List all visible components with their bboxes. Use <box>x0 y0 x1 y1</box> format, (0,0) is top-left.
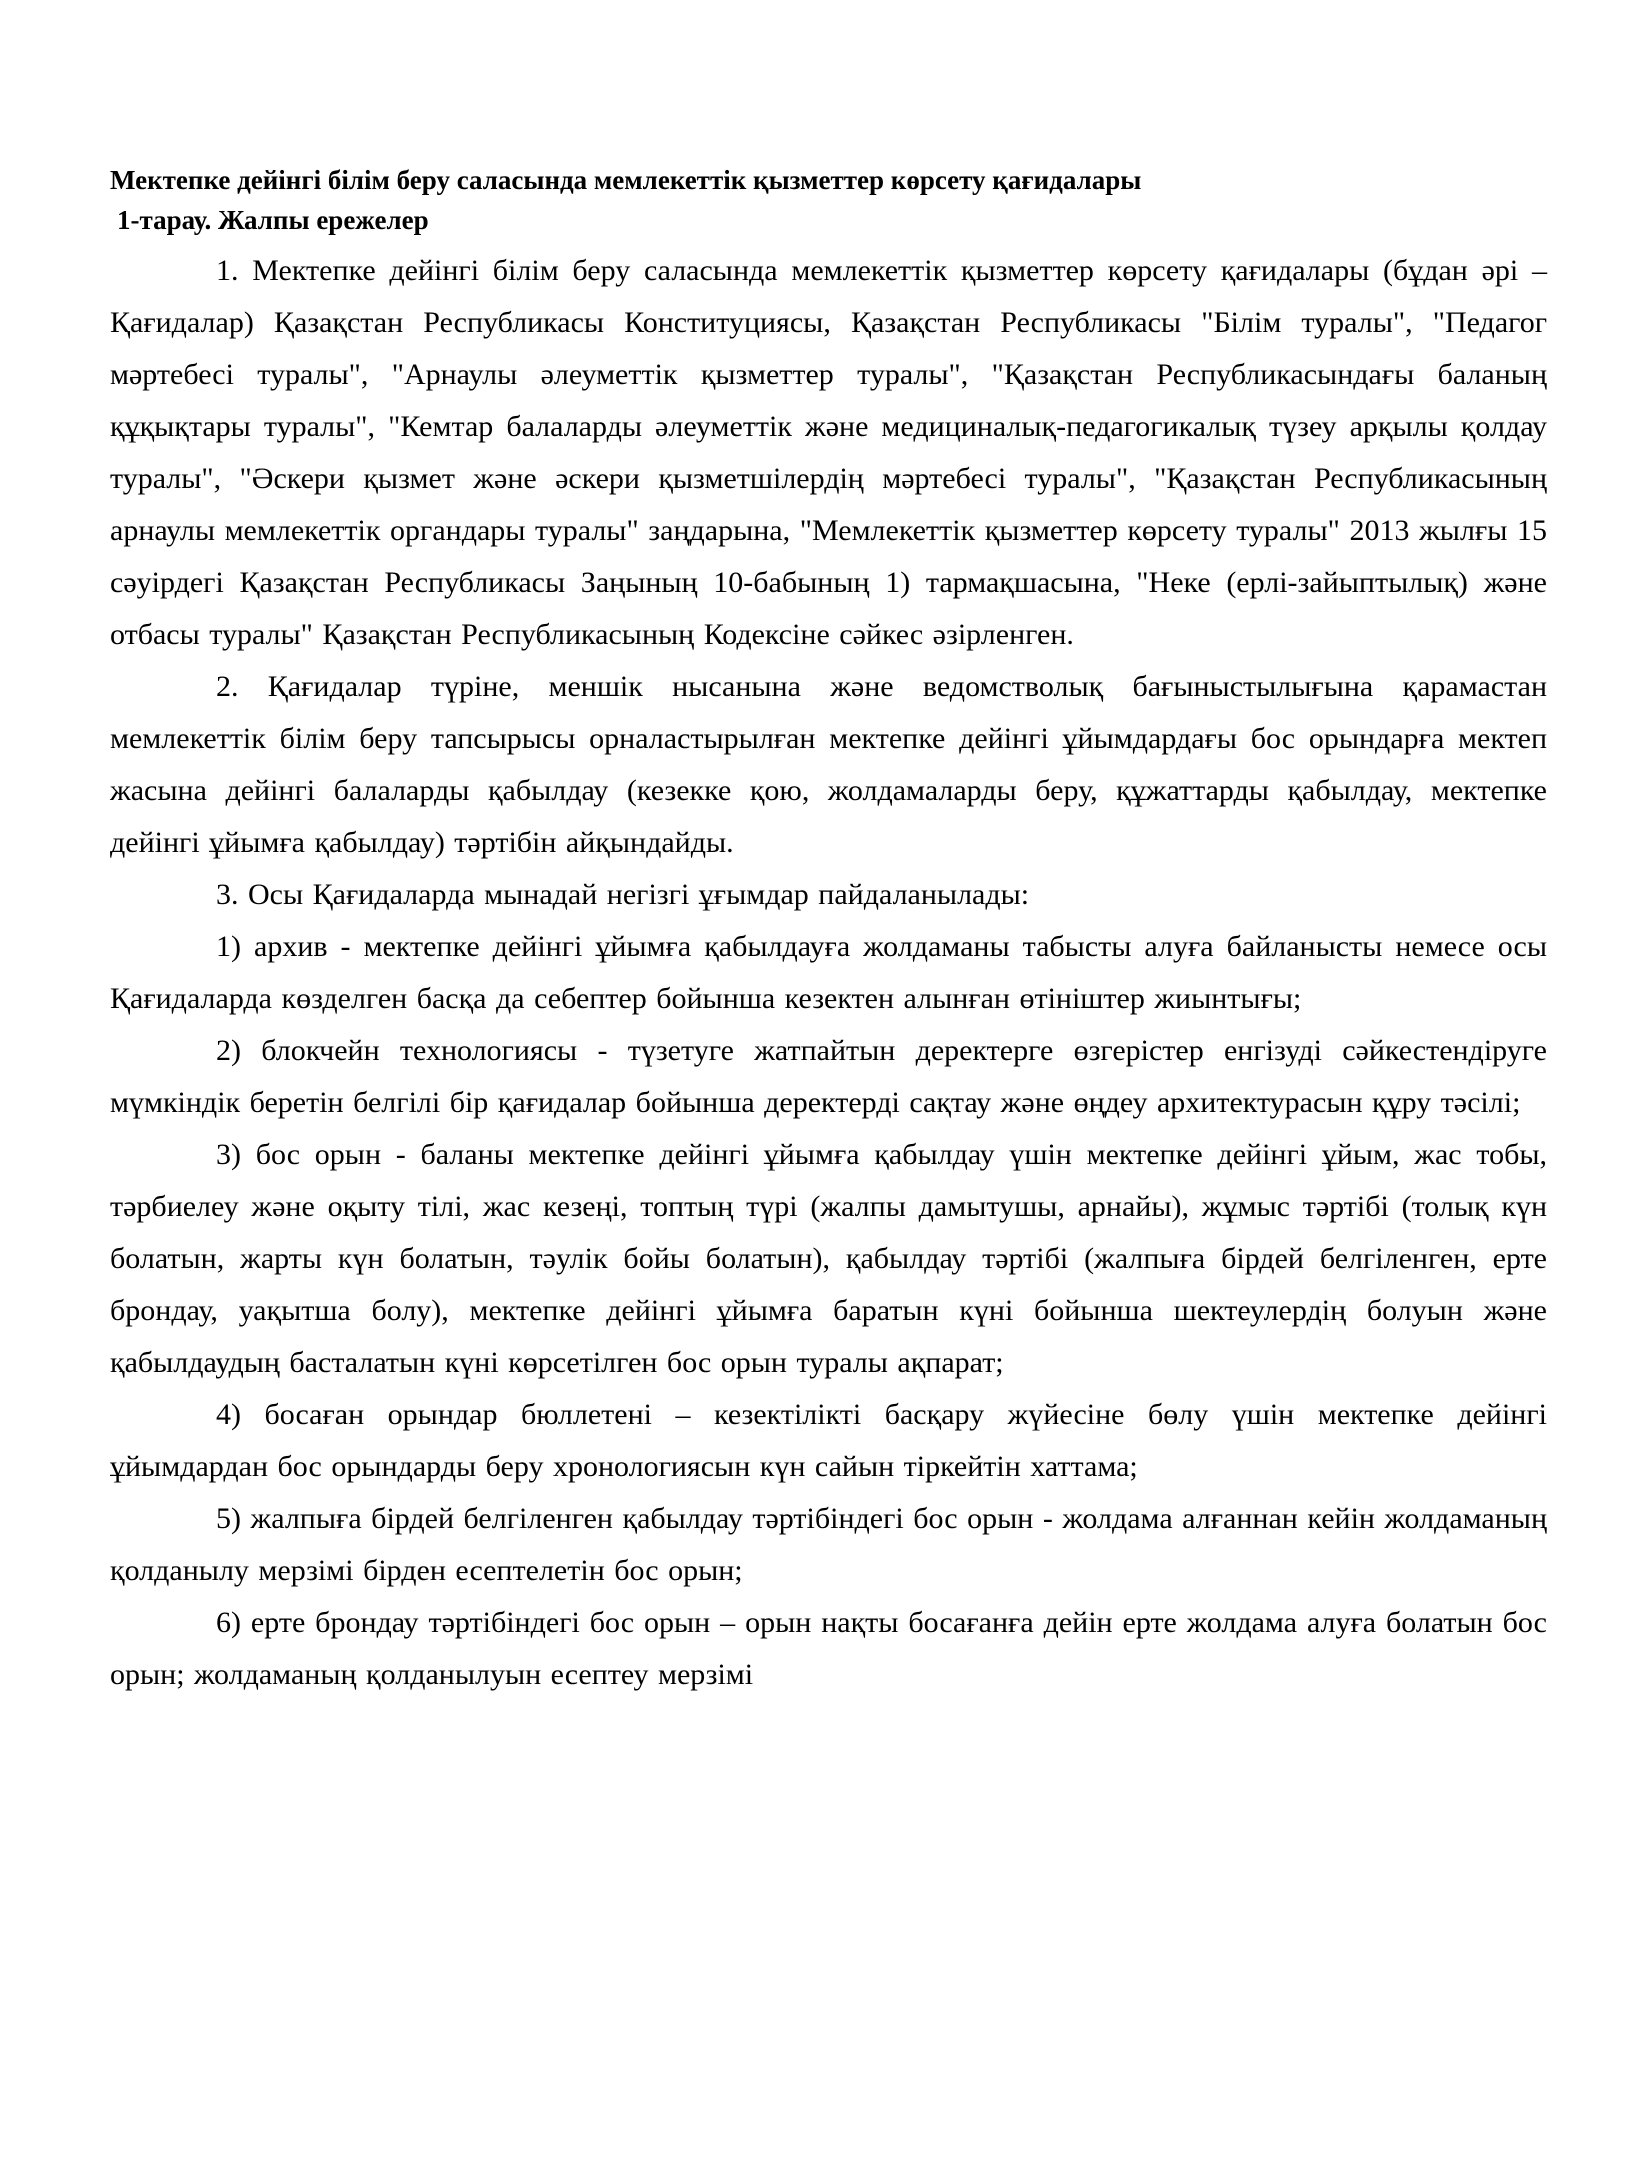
paragraph-3-item-6: 6) ерте брондау тәртібіндегі бос орын – орын нақты босағанға дейін ерте жолдама алуға болатын бос орын; жолдаманың қолданылуын есептеу мерзімі <box>110 1606 1547 1691</box>
paragraph-3-item-3: 3) бос орын - баланы мектепке дейінгі ұйымға қабылдау үшін мектепке дейінгі ұйым, жас тобы, тәрбиелеу және оқыту тілі, жас кезеңі, топтың түрі (жалпы дамытушы, арнайы), жұмыс тәртібі (толық күн болатын, жарты күн болатын, тәулік бойы болатын), қабылдау тәртібі (жалпыға бірдей белгіленген, ерте брондау, уақытша болу), мектепке дейінгі ұйымға баратын күні бойынша шектеулердің болуын және қабылдаудың басталатын күні көрсетілген бос орын туралы ақпарат; <box>110 1138 1547 1379</box>
document-title: Мектепке дейінгі білім беру саласында мемлекеттік қызметтер көрсету қағидалары <box>110 165 1142 195</box>
paragraph-3-item-5: 5) жалпыға бірдей белгіленген қабылдау тәртібіндегі бос орын - жолдама алғаннан кейін жолдаманың қолданылу мерзімі бірден есептелетін бос орын; <box>110 1502 1547 1587</box>
chapter-heading: 1-тарау. Жалпы ережелер <box>117 205 429 235</box>
paragraph-3-item-1: 1) архив - мектепке дейінгі ұйымға қабылдауға жолдаманы табысты алуға байланысты немесе осы Қағидаларда көзделген басқа да себептер бойынша кезектен алынған өтініштер жиынтығы; <box>110 930 1547 1015</box>
paragraph-1: 1. Мектепке дейінгі білім беру саласында мемлекеттік қызметтер көрсету қағидалары (бұдан әрі – Қағидалар) Қазақстан Республикасы Конституциясы, Қазақстан Республикасы "Білім туралы", "Педагог мәртебесі туралы", "Арнаулы әлеуметтік қызметтер туралы", "Қазақстан Республикасындағы баланың құқықтары туралы", "Кемтар балаларды әлеуметтік және медициналық-педагогикалық түзеу арқылы қолдау туралы", "Әскери қызмет және әскери қызметшілердің мәртебесі туралы", "Қазақстан Республикасының арнаулы мемлекеттік органдары туралы" заңдарына, "Мемлекеттік қызметтер көрсету туралы" 2013 жылғы 15 сәуірдегі Қазақстан Республикасы Заңының 10-бабының 1) тармақшасына, "Неке (ерлі-зайыптылық) және отбасы туралы" Қазақстан Республикасының Кодексіне сәйкес әзірленген. <box>110 254 1547 651</box>
paragraph-2: 2. Қағидалар түріне, меншік нысанына және ведомстволық бағыныстылығына қарамастан мемлекеттік білім беру тапсырысы орналастырылған мектепке дейінгі ұйымдардағы бос орындарға мектеп жасына дейінгі балаларды қабылдау (кезекке қою, жолдамаларды беру, құжаттарды қабылдау, мектепке дейінгі ұйымға қабылдау) тәртібін айқындайды. <box>110 670 1547 859</box>
paragraph-3-item-4: 4) босаған орындар бюллетені – кезектілікті басқару жүйесіне бөлу үшін мектепке дейінгі ұйымдардан бос орындарды беру хронологиясын күн сайын тіркейтін хаттама; <box>110 1398 1547 1483</box>
paragraph-3-item-2: 2) блокчейн технологиясы - түзетуге жатпайтын деректерге өзгерістер енгізуді сәйкестендіруге мүмкіндік беретін белгілі бір қағидалар бойынша деректерді сақтау және өңдеу архитектурасын құру тәсілі; <box>110 1034 1547 1119</box>
paragraph-3: 3. Осы Қағидаларда мынадай негізгі ұғымдар пайдаланылады: <box>216 878 1030 911</box>
document-content <box>110 160 1547 1701</box>
